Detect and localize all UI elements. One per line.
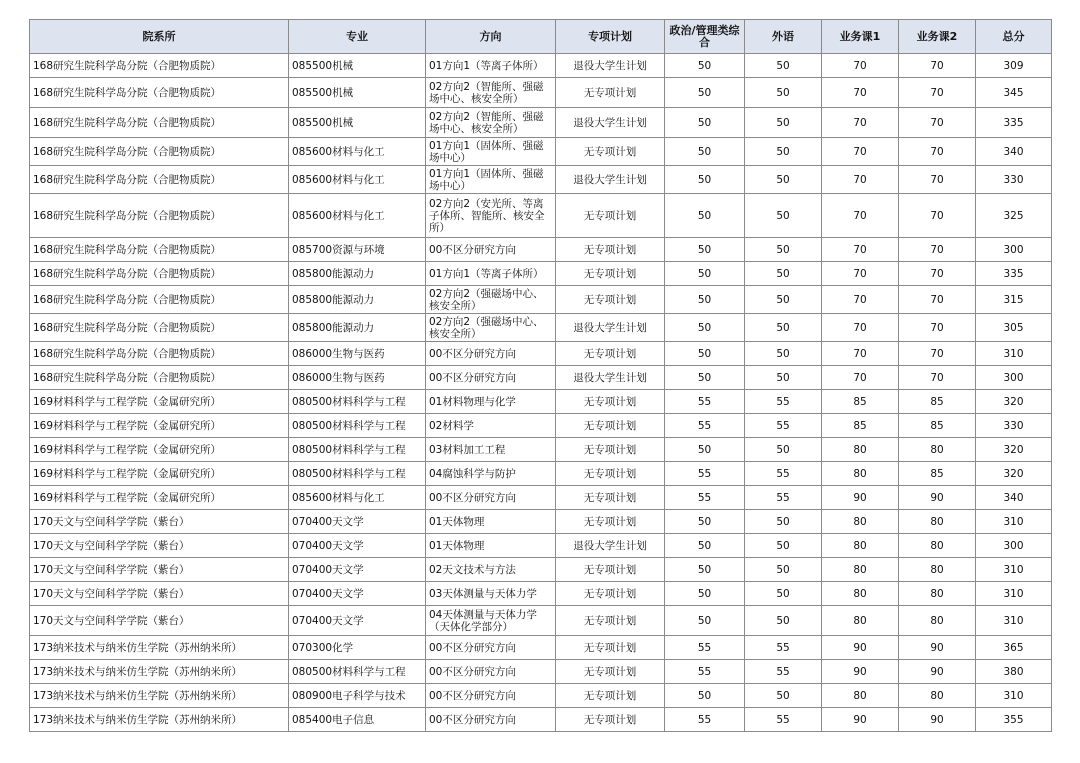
course-1-cell: 80	[822, 534, 899, 558]
course-2-cell: 70	[899, 262, 976, 286]
course-1-cell: 70	[822, 54, 899, 78]
foreign-language-cell: 55	[745, 708, 822, 732]
major-cell: 070400天文学	[289, 606, 426, 636]
direction-cell: 04天体测量与天体力学（天体化学部分）	[426, 606, 556, 636]
foreign-language-cell: 50	[745, 54, 822, 78]
foreign-language-cell: 50	[745, 78, 822, 108]
politics-cell: 50	[665, 684, 745, 708]
major-cell: 080500材料科学与工程	[289, 462, 426, 486]
special-plan-cell: 无专项计划	[556, 138, 665, 166]
major-cell: 085800能源动力	[289, 262, 426, 286]
table-row	[30, 558, 1052, 582]
foreign-language-cell: 55	[745, 660, 822, 684]
table-body	[30, 54, 1052, 732]
direction-cell: 00不区分研究方向	[426, 342, 556, 366]
special-plan-cell: 无专项计划	[556, 194, 665, 238]
major-cell: 085800能源动力	[289, 314, 426, 342]
direction-cell: 00不区分研究方向	[426, 684, 556, 708]
course-2-cell: 80	[899, 684, 976, 708]
politics-cell: 50	[665, 54, 745, 78]
total-cell: 310	[976, 606, 1052, 636]
politics-cell: 55	[665, 660, 745, 684]
foreign-language-cell: 50	[745, 166, 822, 194]
direction-cell: 01方向1（固体所、强磁场中心）	[426, 138, 556, 166]
foreign-language-cell: 55	[745, 636, 822, 660]
course-1-cell: 85	[822, 390, 899, 414]
course-1-cell: 85	[822, 414, 899, 438]
special-plan-cell: 无专项计划	[556, 684, 665, 708]
major-cell: 080500材料科学与工程	[289, 438, 426, 462]
course-1-cell: 70	[822, 194, 899, 238]
foreign-language-cell: 55	[745, 462, 822, 486]
department-cell: 170天文与空间科学学院（紫台）	[30, 510, 289, 534]
politics-cell: 50	[665, 582, 745, 606]
course-2-cell: 80	[899, 510, 976, 534]
direction-cell: 00不区分研究方向	[426, 366, 556, 390]
department-cell: 169材料科学与工程学院（金属研究所）	[30, 390, 289, 414]
table-row	[30, 262, 1052, 286]
course-2-cell: 90	[899, 636, 976, 660]
politics-cell: 50	[665, 510, 745, 534]
table-row	[30, 108, 1052, 138]
table-row	[30, 414, 1052, 438]
department-cell: 168研究生院科学岛分院（合肥物质院）	[30, 54, 289, 78]
department-cell: 168研究生院科学岛分院（合肥物质院）	[30, 138, 289, 166]
table-row	[30, 166, 1052, 194]
politics-cell: 50	[665, 108, 745, 138]
direction-cell: 02方向2（强磁场中心、核安全所）	[426, 286, 556, 314]
course-1-cell: 90	[822, 660, 899, 684]
total-cell: 309	[976, 54, 1052, 78]
foreign-language-cell: 50	[745, 108, 822, 138]
course-2-cell: 70	[899, 166, 976, 194]
politics-cell: 50	[665, 314, 745, 342]
header-foreign-language: 外语	[745, 20, 822, 54]
table-row	[30, 438, 1052, 462]
department-cell: 170天文与空间科学学院（紫台）	[30, 558, 289, 582]
department-cell: 169材料科学与工程学院（金属研究所）	[30, 438, 289, 462]
direction-cell: 00不区分研究方向	[426, 636, 556, 660]
major-cell: 085600材料与化工	[289, 486, 426, 510]
course-2-cell: 85	[899, 414, 976, 438]
direction-cell: 02方向2（智能所、强磁场中心、核安全所）	[426, 108, 556, 138]
table-row	[30, 684, 1052, 708]
course-1-cell: 70	[822, 262, 899, 286]
special-plan-cell: 无专项计划	[556, 238, 665, 262]
major-cell: 085500机械	[289, 54, 426, 78]
direction-cell: 00不区分研究方向	[426, 660, 556, 684]
foreign-language-cell: 50	[745, 558, 822, 582]
direction-cell: 02方向2（智能所、强磁场中心、核安全所）	[426, 78, 556, 108]
course-1-cell: 80	[822, 510, 899, 534]
special-plan-cell: 无专项计划	[556, 660, 665, 684]
major-cell: 070400天文学	[289, 510, 426, 534]
table-row	[30, 636, 1052, 660]
header-course-1: 业务课1	[822, 20, 899, 54]
course-1-cell: 70	[822, 342, 899, 366]
total-cell: 310	[976, 510, 1052, 534]
major-cell: 086000生物与医药	[289, 342, 426, 366]
total-cell: 310	[976, 582, 1052, 606]
total-cell: 340	[976, 486, 1052, 510]
major-cell: 080500材料科学与工程	[289, 414, 426, 438]
direction-cell: 01材料物理与化学	[426, 390, 556, 414]
politics-cell: 50	[665, 342, 745, 366]
total-cell: 300	[976, 366, 1052, 390]
total-cell: 345	[976, 78, 1052, 108]
special-plan-cell: 无专项计划	[556, 462, 665, 486]
department-cell: 168研究生院科学岛分院（合肥物质院）	[30, 78, 289, 108]
course-2-cell: 70	[899, 54, 976, 78]
politics-cell: 50	[665, 366, 745, 390]
major-cell: 070400天文学	[289, 558, 426, 582]
table-row	[30, 194, 1052, 238]
foreign-language-cell: 50	[745, 262, 822, 286]
foreign-language-cell: 50	[745, 238, 822, 262]
special-plan-cell: 无专项计划	[556, 606, 665, 636]
total-cell: 300	[976, 238, 1052, 262]
special-plan-cell: 无专项计划	[556, 438, 665, 462]
special-plan-cell: 退役大学生计划	[556, 366, 665, 390]
total-cell: 320	[976, 438, 1052, 462]
foreign-language-cell: 50	[745, 510, 822, 534]
major-cell: 080900电子科学与技术	[289, 684, 426, 708]
politics-cell: 55	[665, 462, 745, 486]
total-cell: 310	[976, 558, 1052, 582]
course-2-cell: 70	[899, 138, 976, 166]
department-cell: 168研究生院科学岛分院（合肥物质院）	[30, 342, 289, 366]
direction-cell: 02方向2（强磁场中心、核安全所）	[426, 314, 556, 342]
direction-cell: 03天体测量与天体力学	[426, 582, 556, 606]
table-row	[30, 342, 1052, 366]
department-cell: 173纳米技术与纳米仿生学院（苏州纳米所）	[30, 708, 289, 732]
department-cell: 173纳米技术与纳米仿生学院（苏州纳米所）	[30, 660, 289, 684]
total-cell: 335	[976, 108, 1052, 138]
foreign-language-cell: 50	[745, 582, 822, 606]
politics-cell: 50	[665, 238, 745, 262]
total-cell: 330	[976, 414, 1052, 438]
special-plan-cell: 无专项计划	[556, 414, 665, 438]
special-plan-cell: 无专项计划	[556, 342, 665, 366]
direction-cell: 04腐蚀科学与防护	[426, 462, 556, 486]
course-1-cell: 80	[822, 558, 899, 582]
special-plan-cell: 无专项计划	[556, 262, 665, 286]
politics-cell: 50	[665, 262, 745, 286]
direction-cell: 01方向1（等离子体所）	[426, 54, 556, 78]
major-cell: 085400电子信息	[289, 708, 426, 732]
special-plan-cell: 退役大学生计划	[556, 54, 665, 78]
major-cell: 070300化学	[289, 636, 426, 660]
foreign-language-cell: 50	[745, 684, 822, 708]
special-plan-cell: 无专项计划	[556, 286, 665, 314]
course-2-cell: 70	[899, 78, 976, 108]
foreign-language-cell: 50	[745, 286, 822, 314]
course-2-cell: 80	[899, 606, 976, 636]
foreign-language-cell: 50	[745, 342, 822, 366]
course-1-cell: 80	[822, 438, 899, 462]
total-cell: 315	[976, 286, 1052, 314]
department-cell: 173纳米技术与纳米仿生学院（苏州纳米所）	[30, 636, 289, 660]
table-row	[30, 314, 1052, 342]
table-row	[30, 708, 1052, 732]
total-cell: 325	[976, 194, 1052, 238]
foreign-language-cell: 50	[745, 314, 822, 342]
department-cell: 168研究生院科学岛分院（合肥物质院）	[30, 108, 289, 138]
direction-cell: 02方向2（安光所、等离子体所、智能所、核安全所）	[426, 194, 556, 238]
header-row	[30, 20, 1052, 54]
course-1-cell: 80	[822, 606, 899, 636]
special-plan-cell: 无专项计划	[556, 486, 665, 510]
course-2-cell: 90	[899, 486, 976, 510]
politics-cell: 50	[665, 138, 745, 166]
course-1-cell: 70	[822, 238, 899, 262]
course-1-cell: 80	[822, 582, 899, 606]
foreign-language-cell: 50	[745, 138, 822, 166]
direction-cell: 01天体物理	[426, 510, 556, 534]
special-plan-cell: 无专项计划	[556, 582, 665, 606]
course-2-cell: 70	[899, 342, 976, 366]
foreign-language-cell: 50	[745, 534, 822, 558]
department-cell: 170天文与空间科学学院（紫台）	[30, 606, 289, 636]
course-2-cell: 80	[899, 582, 976, 606]
department-cell: 168研究生院科学岛分院（合肥物质院）	[30, 262, 289, 286]
special-plan-cell: 退役大学生计划	[556, 108, 665, 138]
course-2-cell: 80	[899, 438, 976, 462]
header-direction: 方向	[426, 20, 556, 54]
course-2-cell: 90	[899, 708, 976, 732]
special-plan-cell: 无专项计划	[556, 636, 665, 660]
politics-cell: 55	[665, 708, 745, 732]
score-table	[29, 19, 1052, 732]
foreign-language-cell: 50	[745, 194, 822, 238]
special-plan-cell: 无专项计划	[556, 390, 665, 414]
foreign-language-cell: 55	[745, 390, 822, 414]
table-row	[30, 660, 1052, 684]
course-2-cell: 85	[899, 390, 976, 414]
foreign-language-cell: 55	[745, 414, 822, 438]
course-2-cell: 80	[899, 534, 976, 558]
department-cell: 173纳米技术与纳米仿生学院（苏州纳米所）	[30, 684, 289, 708]
table-row	[30, 366, 1052, 390]
header-department: 院系所	[30, 20, 289, 54]
major-cell: 070400天文学	[289, 582, 426, 606]
table-row	[30, 510, 1052, 534]
table-row	[30, 54, 1052, 78]
department-cell: 168研究生院科学岛分院（合肥物质院）	[30, 194, 289, 238]
course-1-cell: 80	[822, 462, 899, 486]
politics-cell: 50	[665, 194, 745, 238]
course-2-cell: 85	[899, 462, 976, 486]
department-cell: 168研究生院科学岛分院（合肥物质院）	[30, 286, 289, 314]
politics-cell: 55	[665, 636, 745, 660]
table-row	[30, 238, 1052, 262]
special-plan-cell: 退役大学生计划	[556, 314, 665, 342]
major-cell: 070400天文学	[289, 534, 426, 558]
department-cell: 169材料科学与工程学院（金属研究所）	[30, 414, 289, 438]
special-plan-cell: 退役大学生计划	[556, 534, 665, 558]
department-cell: 168研究生院科学岛分院（合肥物质院）	[30, 366, 289, 390]
table-row	[30, 286, 1052, 314]
total-cell: 365	[976, 636, 1052, 660]
politics-cell: 50	[665, 558, 745, 582]
total-cell: 330	[976, 166, 1052, 194]
table-row	[30, 582, 1052, 606]
special-plan-cell: 退役大学生计划	[556, 166, 665, 194]
special-plan-cell: 无专项计划	[556, 708, 665, 732]
department-cell: 169材料科学与工程学院（金属研究所）	[30, 486, 289, 510]
course-1-cell: 70	[822, 108, 899, 138]
politics-cell: 50	[665, 534, 745, 558]
total-cell: 320	[976, 390, 1052, 414]
header-course-2: 业务课2	[899, 20, 976, 54]
course-1-cell: 90	[822, 636, 899, 660]
special-plan-cell: 无专项计划	[556, 558, 665, 582]
course-1-cell: 70	[822, 138, 899, 166]
table-row	[30, 390, 1052, 414]
department-cell: 168研究生院科学岛分院（合肥物质院）	[30, 238, 289, 262]
major-cell: 085600材料与化工	[289, 194, 426, 238]
total-cell: 380	[976, 660, 1052, 684]
table-row	[30, 486, 1052, 510]
course-1-cell: 70	[822, 78, 899, 108]
direction-cell: 02材料学	[426, 414, 556, 438]
course-1-cell: 70	[822, 286, 899, 314]
total-cell: 305	[976, 314, 1052, 342]
table-row	[30, 78, 1052, 108]
politics-cell: 50	[665, 286, 745, 314]
department-cell: 168研究生院科学岛分院（合肥物质院）	[30, 166, 289, 194]
total-cell: 310	[976, 684, 1052, 708]
direction-cell: 00不区分研究方向	[426, 708, 556, 732]
politics-cell: 50	[665, 606, 745, 636]
major-cell: 086000生物与医药	[289, 366, 426, 390]
total-cell: 300	[976, 534, 1052, 558]
course-2-cell: 70	[899, 366, 976, 390]
direction-cell: 00不区分研究方向	[426, 486, 556, 510]
politics-cell: 50	[665, 166, 745, 194]
course-1-cell: 80	[822, 684, 899, 708]
course-1-cell: 90	[822, 708, 899, 732]
department-cell: 170天文与空间科学学院（紫台）	[30, 534, 289, 558]
header-total: 总分	[976, 20, 1052, 54]
department-cell: 168研究生院科学岛分院（合肥物质院）	[30, 314, 289, 342]
department-cell: 170天文与空间科学学院（紫台）	[30, 582, 289, 606]
major-cell: 085500机械	[289, 78, 426, 108]
course-2-cell: 80	[899, 558, 976, 582]
course-2-cell: 70	[899, 194, 976, 238]
major-cell: 085600材料与化工	[289, 138, 426, 166]
major-cell: 085800能源动力	[289, 286, 426, 314]
course-2-cell: 70	[899, 238, 976, 262]
major-cell: 085500机械	[289, 108, 426, 138]
politics-cell: 50	[665, 78, 745, 108]
special-plan-cell: 无专项计划	[556, 78, 665, 108]
total-cell: 310	[976, 342, 1052, 366]
total-cell: 335	[976, 262, 1052, 286]
course-2-cell: 70	[899, 314, 976, 342]
table-row	[30, 606, 1052, 636]
direction-cell: 00不区分研究方向	[426, 238, 556, 262]
table-row	[30, 462, 1052, 486]
foreign-language-cell: 55	[745, 486, 822, 510]
major-cell: 080500材料科学与工程	[289, 390, 426, 414]
course-1-cell: 70	[822, 166, 899, 194]
header-major: 专业	[289, 20, 426, 54]
direction-cell: 01方向1（等离子体所）	[426, 262, 556, 286]
politics-cell: 50	[665, 438, 745, 462]
total-cell: 340	[976, 138, 1052, 166]
course-1-cell: 70	[822, 366, 899, 390]
header-politics: 政治/管理类综合	[665, 20, 745, 54]
header-special-plan: 专项计划	[556, 20, 665, 54]
course-1-cell: 90	[822, 486, 899, 510]
politics-cell: 55	[665, 390, 745, 414]
direction-cell: 01天体物理	[426, 534, 556, 558]
politics-cell: 55	[665, 486, 745, 510]
table-row	[30, 534, 1052, 558]
direction-cell: 03材料加工工程	[426, 438, 556, 462]
direction-cell: 02天文技术与方法	[426, 558, 556, 582]
course-2-cell: 70	[899, 108, 976, 138]
table-row	[30, 138, 1052, 166]
major-cell: 085700资源与环境	[289, 238, 426, 262]
course-2-cell: 90	[899, 660, 976, 684]
total-cell: 320	[976, 462, 1052, 486]
foreign-language-cell: 50	[745, 438, 822, 462]
politics-cell: 55	[665, 414, 745, 438]
special-plan-cell: 无专项计划	[556, 510, 665, 534]
foreign-language-cell: 50	[745, 606, 822, 636]
major-cell: 085600材料与化工	[289, 166, 426, 194]
major-cell: 080500材料科学与工程	[289, 660, 426, 684]
department-cell: 169材料科学与工程学院（金属研究所）	[30, 462, 289, 486]
direction-cell: 01方向1（固体所、强磁场中心）	[426, 166, 556, 194]
total-cell: 355	[976, 708, 1052, 732]
foreign-language-cell: 50	[745, 366, 822, 390]
course-2-cell: 70	[899, 286, 976, 314]
course-1-cell: 70	[822, 314, 899, 342]
